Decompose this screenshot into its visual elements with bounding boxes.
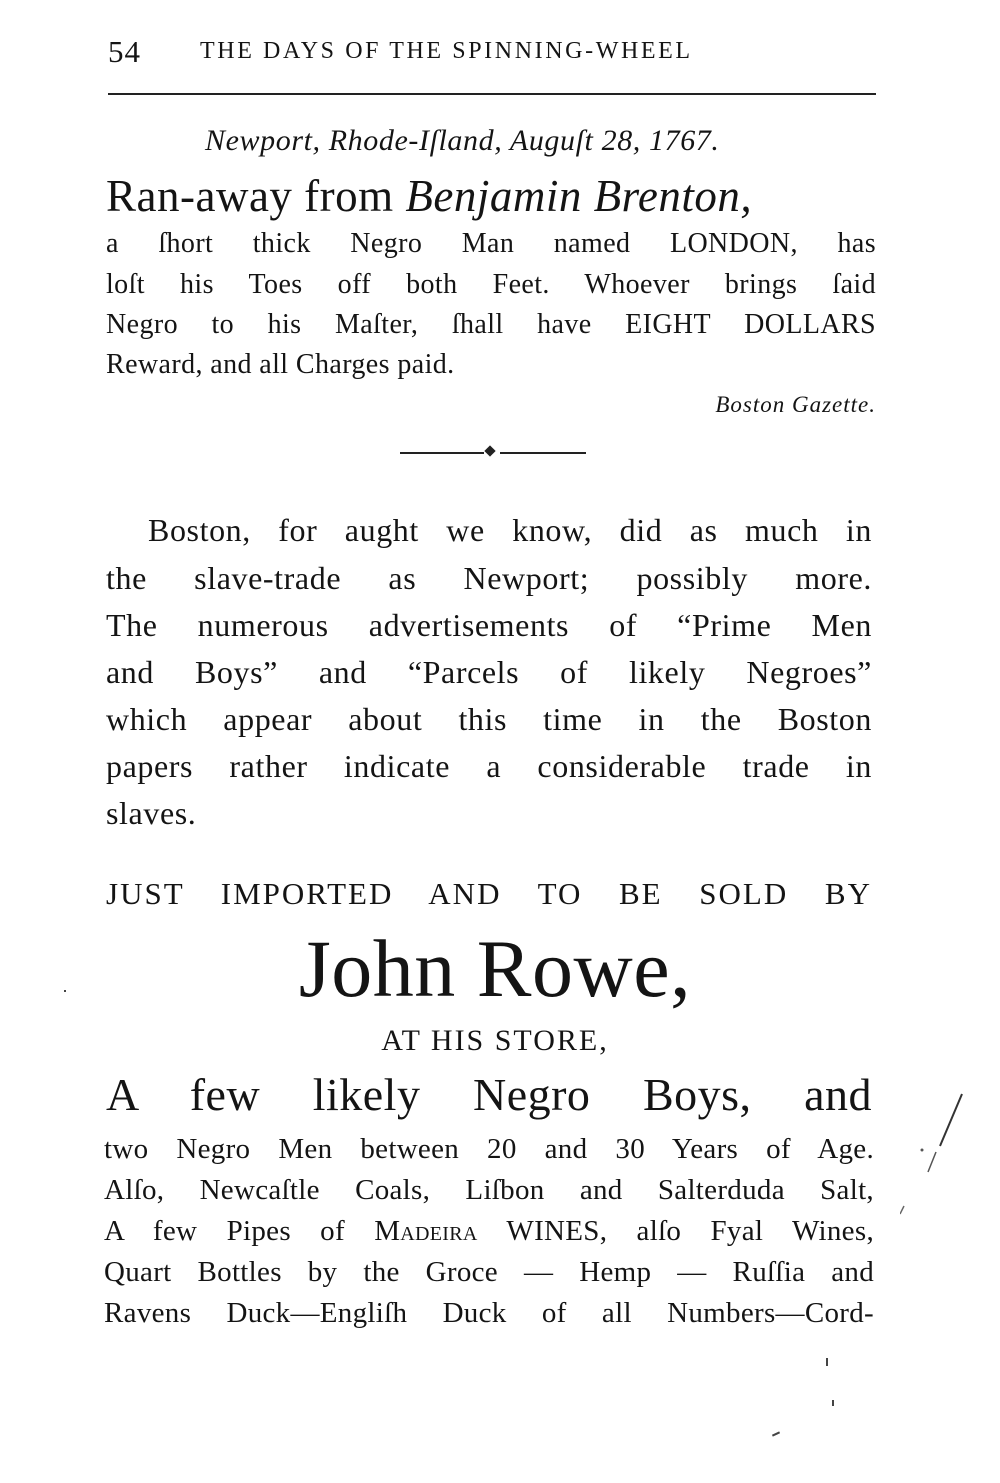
body-line: which appear about this time in the Boston <box>106 701 872 737</box>
body-line: and Boys” and “Parcels of likely Negroes” <box>106 654 872 690</box>
ad2-merchant-name: John Rowe, <box>298 923 692 1014</box>
ad2-line <box>104 1215 874 1248</box>
pencil-dot <box>921 1149 924 1152</box>
ad1-dateline: Newport, Rhode-Iſland, Auguſt 28, 1767. <box>205 124 720 157</box>
body-line: slaves. <box>106 795 197 831</box>
ad2-headline: A few likely Negro Boys, and <box>106 1069 872 1120</box>
ad2-location: AT HIS STORE, <box>381 1024 609 1057</box>
body-line: papers rather indicate a considerable trade in <box>106 748 872 784</box>
section-divider <box>400 446 586 460</box>
ad2-line: Alſo, Newcaſtle Coals, Liſbon and Salterduda Salt, <box>104 1174 874 1206</box>
ad1-headline <box>106 170 752 222</box>
page-number: 54 <box>108 34 141 69</box>
scan-speck <box>826 1358 828 1366</box>
ad2-line-3-suffix: WINES, alſo Fyal Wines, <box>477 1215 874 1247</box>
scan-speck <box>832 1400 834 1406</box>
ad2-line: Quart Bottles by the Groce — Hemp — Ruſſia and <box>104 1256 874 1288</box>
ad2-line-3-madeira: Madeira <box>374 1215 478 1247</box>
pencil-stroke <box>940 1094 962 1146</box>
ad1-headline-plain: Ran-away from <box>106 171 406 221</box>
ad1-headline-name: Benjamin Brenton, <box>405 171 753 221</box>
ad1-line: Negro to his Maſter, ſhall have EIGHT DOLLARS <box>106 309 876 340</box>
ad2-line: two Negro Men between 20 and 30 Years of Age. <box>104 1133 874 1165</box>
body-line: The numerous advertisements of “Prime Men <box>106 607 872 643</box>
body-line: Boston, for aught we know, did as much in <box>148 512 872 548</box>
header-rule <box>108 93 876 95</box>
body-line: the slave-trade as Newport; possibly more. <box>106 560 872 596</box>
pencil-stroke <box>900 1206 904 1214</box>
ad2-intro: JUST IMPORTED AND TO BE SOLD BY <box>106 876 872 911</box>
ad2-line-3-prefix: A few Pipes of <box>104 1215 375 1247</box>
pencil-stroke <box>928 1152 936 1172</box>
divider-diamond-icon <box>484 445 495 456</box>
ad1-line: Reward, and all Charges paid. <box>106 349 455 380</box>
ad2-line: Ravens Duck—Engliſh Duck of all Numbers—Cord- <box>104 1297 874 1329</box>
scan-speck <box>64 990 66 992</box>
ad1-line: loſt his Toes off both Feet. Whoever brings ſaid <box>106 269 876 300</box>
scan-speck <box>772 1431 780 1436</box>
divider-rule-left <box>400 452 484 454</box>
divider-rule-right <box>500 452 586 454</box>
running-title: THE DAYS OF THE SPINNING-WHEEL <box>200 38 693 64</box>
ad1-line: a ſhort thick Negro Man named LONDON, has <box>106 228 876 259</box>
margin-pencil-mark <box>900 1090 980 1230</box>
ad1-source: Boston Gazette. <box>715 392 876 417</box>
